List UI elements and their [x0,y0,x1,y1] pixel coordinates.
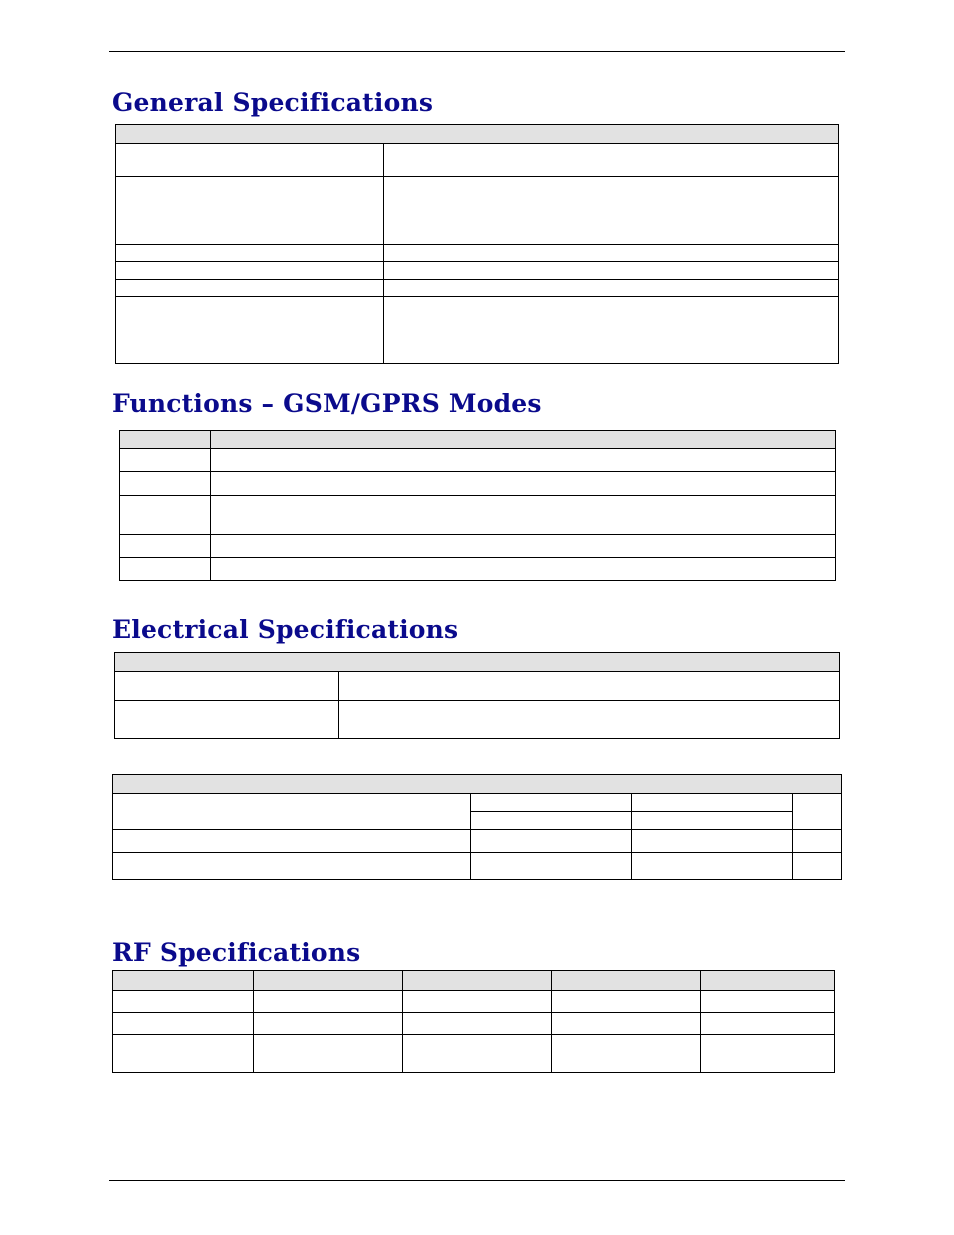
table-row [115,653,840,672]
table-row [116,297,839,364]
table-row [116,262,839,280]
general-specifications-heading: General Specifications [112,88,434,117]
functions-heading: Functions – GSM/GPRS Modes [112,389,542,418]
general-specifications-table [115,124,839,364]
table-row [116,144,839,177]
table-row [113,991,835,1013]
table-row [120,449,836,472]
footer-rule [109,1180,845,1181]
table-row [120,535,836,558]
table-row [115,672,840,701]
electrical-heading: Electrical Specifications [112,615,459,644]
table-row [113,830,842,853]
table-row [116,177,839,245]
power-consumption-table [112,774,842,880]
table-row [120,558,836,581]
functions-table [119,430,836,581]
rf-heading: RF Specifications [112,938,361,967]
table-row [113,853,842,880]
table-row [116,245,839,262]
table-row [120,496,836,535]
table-row [120,431,836,449]
header-rule [109,51,845,52]
table-row [113,971,835,991]
table-row [113,1013,835,1035]
rf-table [112,970,835,1073]
table-row [113,775,842,794]
table-row [120,472,836,496]
table-row [115,701,840,739]
table-row [116,125,839,144]
table-row [116,280,839,297]
electrical-table [114,652,840,739]
table-row [113,1035,835,1073]
table-row [113,794,842,812]
